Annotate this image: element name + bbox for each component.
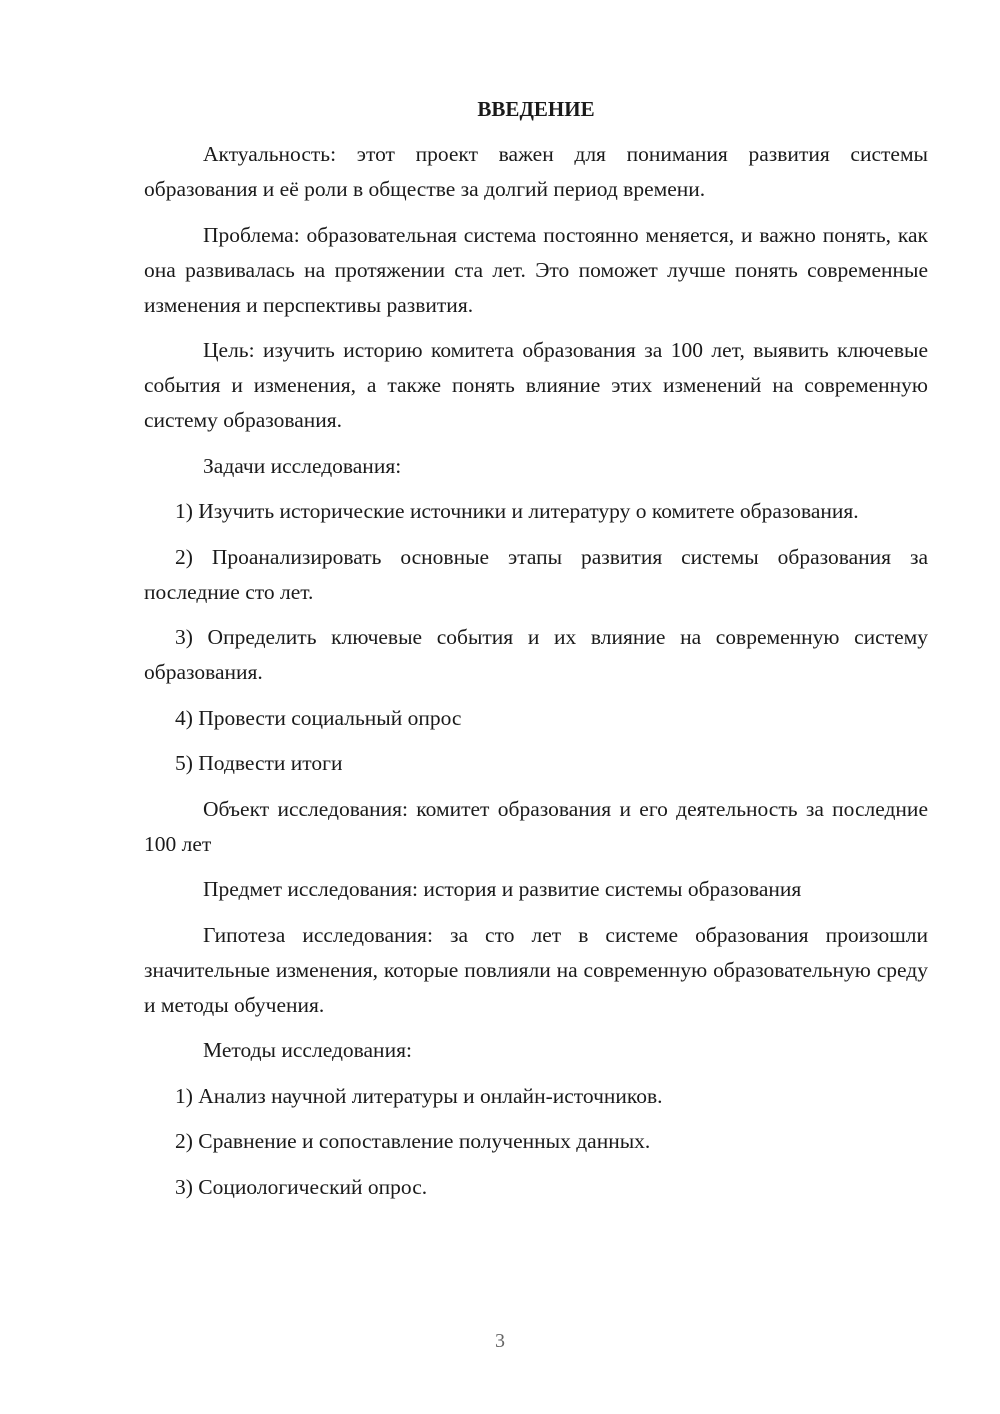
section-title: ВВЕДЕНИЕ <box>477 97 595 121</box>
list-item-task-1: 1) Изучить исторические источники и литературу о комитете образования. <box>175 499 859 523</box>
list-item-task-4: 4) Провести социальный опрос <box>175 705 462 730</box>
list-item-task-3: 3) Определить ключевые события и их влияние на современную систему образования. <box>144 625 928 684</box>
paragraph-object: Объект исследования: комитет образования и его деятельность за последние 100 лет <box>144 796 928 856</box>
paragraph-tasks-heading: Задачи исследования: <box>203 453 402 478</box>
document-page <box>144 92 928 1215</box>
paragraph-hypothesis: Гипотеза исследования: за сто лет в системе образования произошли значительные изменения, которые повлияли на современную образовательную среду и методы обучения. <box>144 922 928 1017</box>
paragraph-subject: Предмет исследования: история и развитие системы образования <box>203 877 802 901</box>
page-number: 3 <box>495 1330 505 1352</box>
paragraph-goal: Цель: изучить историю комитета образования за 100 лет, выявить ключевые события и изменения, а также понять влияние этих изменений на современную систему образования. <box>144 338 928 432</box>
paragraph-problem: Проблема: образовательная система постоянно меняется, и важно понять, как она развивалась на протяжении ста лет. Это поможет лучше понять современные изменения и перспективы развития. <box>144 222 928 317</box>
paragraph-methods-heading: Методы исследования: <box>203 1038 412 1062</box>
list-item-method-2: 2) Сравнение и сопоставление полученных данных. <box>175 1129 651 1153</box>
list-item-method-3: 3) Социологический опрос. <box>175 1174 428 1199</box>
list-item-task-5: 5) Подвести итоги <box>175 751 343 775</box>
paragraph-relevance: Актуальность: этот проект важен для понимания развития системы образования и её роли в обществе за долгий период времени. <box>144 142 928 201</box>
list-item-method-1: 1) Анализ научной литературы и онлайн-источников. <box>175 1083 663 1108</box>
list-item-task-2: 2) Проанализировать основные этапы развития системы образования за последние сто лет. <box>144 544 928 604</box>
